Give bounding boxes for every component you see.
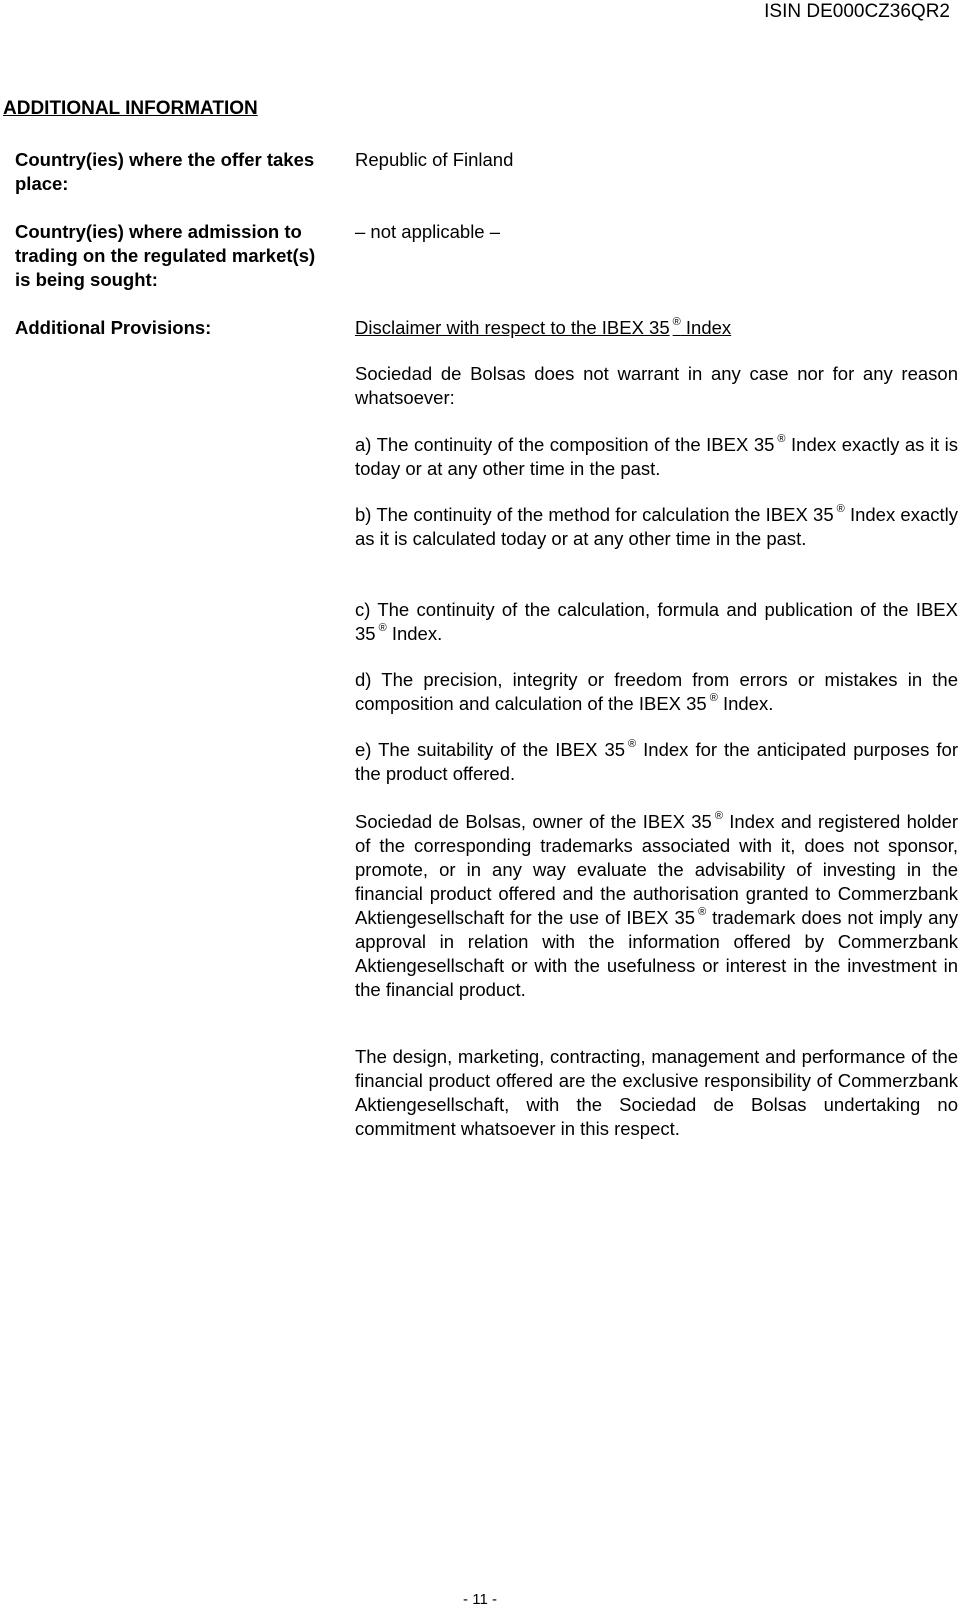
disclaimer-paragraph-2	[355, 1045, 958, 1141]
disclaimer-item-a	[355, 433, 958, 481]
para1-part2: Index and registered holder of the corresponding trademarks associated with it, does not sponsor, promote, or in any way evaluate the advisability of investing in the financial product offered and the authorisation granted to Commerzbank Aktiengesellschaft for the use of IBEX 35	[355, 811, 959, 928]
registered-mark: ®	[714, 810, 723, 822]
disclaimer-heading-post: Index	[680, 317, 732, 338]
registered-mark: ®	[777, 433, 786, 445]
item-c-post: Index.	[386, 623, 443, 644]
para1-part1: Sociedad de Bolsas, owner of the IBEX 35	[355, 811, 712, 832]
registered-mark: ®	[378, 622, 387, 634]
disclaimer-heading	[355, 316, 958, 340]
item-c-pre: c) The continuity of the calculation, formula and publication of the IBEX 35	[355, 599, 958, 644]
page-number: - 11 -	[463, 1591, 497, 1608]
disclaimer-heading-pre: Disclaimer with respect to the IBEX 35	[355, 317, 670, 338]
admission-country-value: – not applicable –	[355, 221, 501, 242]
disclaimer-heading-text	[355, 317, 731, 338]
disclaimer-paragraph-1	[355, 810, 958, 1002]
disclaimer-item-b	[355, 503, 958, 551]
offer-country-value: Republic of Finland	[355, 149, 514, 170]
item-b-pre: b) The continuity of the method for calculation the IBEX 35	[355, 504, 834, 525]
disclaimer-item-c	[355, 598, 958, 646]
item-d-pre: d) The precision, integrity or freedom from errors or mistakes in the composition and calculation of the IBEX 35	[355, 669, 958, 714]
isin-header: ISIN DE000CZ36QR2	[764, 1, 950, 22]
item-e-pre: e) The suitability of the IBEX 35	[355, 739, 626, 760]
registered-mark: ®	[672, 316, 681, 328]
admission-country-label: Country(ies) where admission to trading on the regulated market(s) is being sought:	[15, 221, 316, 290]
registered-mark: ®	[628, 738, 637, 750]
offer-country-label: Country(ies) where the offer takes place:	[15, 149, 315, 194]
registered-mark: ®	[836, 503, 845, 515]
item-b-post: Index exactly as it is calculated today or at any other time in the past.	[355, 504, 958, 549]
disclaimer-intro	[355, 362, 958, 410]
additional-provisions-label: Additional Provisions:	[15, 317, 212, 338]
item-a-pre: a) The continuity of the composition of the IBEX 35	[355, 434, 775, 455]
item-d-post: Index.	[717, 693, 774, 714]
disclaimer-item-d	[355, 668, 958, 716]
disclaimer-item-e	[355, 738, 958, 786]
para2-text: The design, marketing, contracting, management and performance of the financial product offered are the exclusive responsibility of Commerzbank Aktiengesellschaft, with the Sociedad de Bolsas undertaking no commitment whatsoever in this respect.	[355, 1046, 958, 1139]
section-title: ADDITIONAL INFORMATION	[3, 98, 258, 119]
item-e-post: Index for the anticipated purposes for the product offered.	[355, 739, 958, 784]
registered-mark: ®	[709, 692, 718, 704]
item-a-post: Index exactly as it is today or at any other time in the past.	[355, 434, 959, 479]
registered-mark: ®	[698, 906, 707, 918]
disclaimer-intro-text: Sociedad de Bolsas does not warrant in any case nor for any reason whatsoever:	[355, 363, 958, 408]
para1-part3: trademark does not imply any approval in relation with the information offered by Commerzbank Aktiengesellschaft or with the usefulness or interest in the investment in the financial product.	[355, 907, 959, 1000]
